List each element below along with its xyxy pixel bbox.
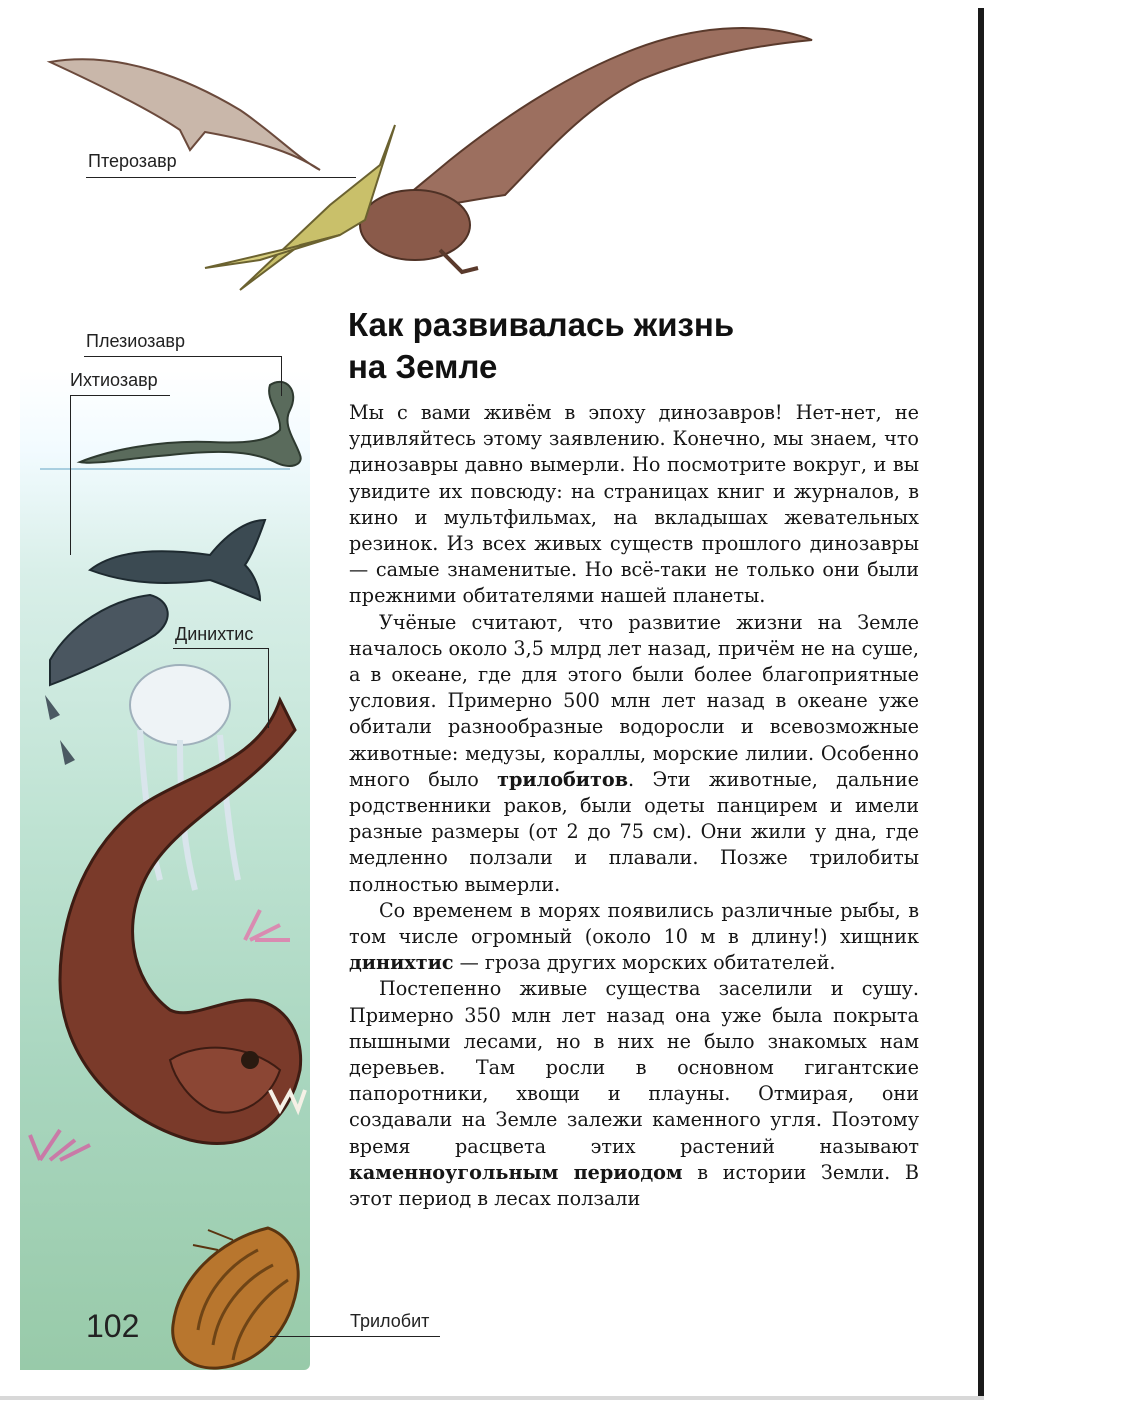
label-dinichthys: Динихтис	[175, 624, 254, 644]
paragraph	[349, 400, 919, 610]
text-run: Постепенно живые существа заселили и сушу. Примерно 350 млн лет назад она уже была покрыта пышными лесами, но в них не было знакомых нам деревьев. Там росли в основном гигантские папоротники, хвощи и плауны. Отмирая, они создавали на Земле залежи каменного угля. Поэтому время расцвета этих растений называют	[349, 977, 919, 1158]
dinichthys-illustration	[20, 640, 320, 1260]
label-trilobite-line	[270, 1336, 440, 1337]
article-body	[349, 400, 919, 1212]
label-trilobite: Трилобит	[350, 1311, 430, 1331]
label-pterosaur: Птерозавр	[88, 151, 177, 171]
trilobite-illustration	[148, 1220, 308, 1380]
label-ichthyosaur: Ихтиозавр	[70, 370, 158, 390]
text-run: Учёные считают, что развитие жизни на Земле началось около 3,5 млрд лет назад, причём не на суше, а в океане, где для этого были более благоприятные условия. Примерно 500 млн лет назад в океане уже обитали разнообразные водоросли и всевозможные животные: медузы, кораллы, морские лилии. Особенно много было	[349, 610, 919, 791]
label-dinichthys-line	[173, 648, 268, 649]
paragraph	[349, 898, 919, 977]
label-plesiosaur-line	[84, 356, 281, 357]
text-run: — гроза других морских обитателей.	[453, 951, 836, 975]
paragraph	[349, 610, 919, 898]
label-plesiosaur-pointer	[281, 356, 282, 396]
text-run: . Эти животные, дальние родственники раков, были одеты панцирем и имели разные размеры (от 2 до 75 см). Они жили у дна, где медленно ползали и плавали. Позже трилобиты полностью вымерли.	[349, 767, 919, 896]
label-pterosaur-line	[86, 177, 356, 178]
bold-term: трилобитов	[497, 767, 629, 791]
label-plesiosaur: Плезиозавр	[86, 331, 186, 351]
bold-term: каменноугольным периодом	[349, 1160, 683, 1184]
page-title-line2: на Земле	[348, 348, 498, 385]
label-dinichthys-pointer	[268, 648, 269, 728]
page-bottom-edge	[0, 1396, 984, 1400]
paragraph	[349, 976, 919, 1212]
page-title-line1: Как развивалась жизнь	[348, 306, 735, 343]
text-run: Мы с вами живём в эпоху динозавров! Нет-нет, не удивляйтесь этому заявлению. Конечно, мы знаем, что динозавры давно вымерли. Но посмотрите вокруг, и вы увидите их повсюду: на страницах книг и журналов, в кино и мультфильмах, на вкладышах жевательных резинок. Из всех живых существ прошлого динозавры — самые знаменитые. Но всё-таки не только они были прежними обитателями нашей планеты.	[349, 401, 919, 608]
text-run: в истории Земли. В этот период в лесах ползали	[349, 1160, 919, 1211]
label-ichthyosaur-pointer	[70, 395, 71, 555]
label-ichthyosaur-line	[70, 395, 170, 396]
text-run: Со временем в морях появились различные рыбы, в том числе огромный (около 10 м в длину!) хищник	[349, 898, 919, 949]
page-number: 102	[86, 1308, 140, 1344]
page-title	[348, 304, 948, 388]
bold-term: динихтис	[349, 951, 454, 975]
